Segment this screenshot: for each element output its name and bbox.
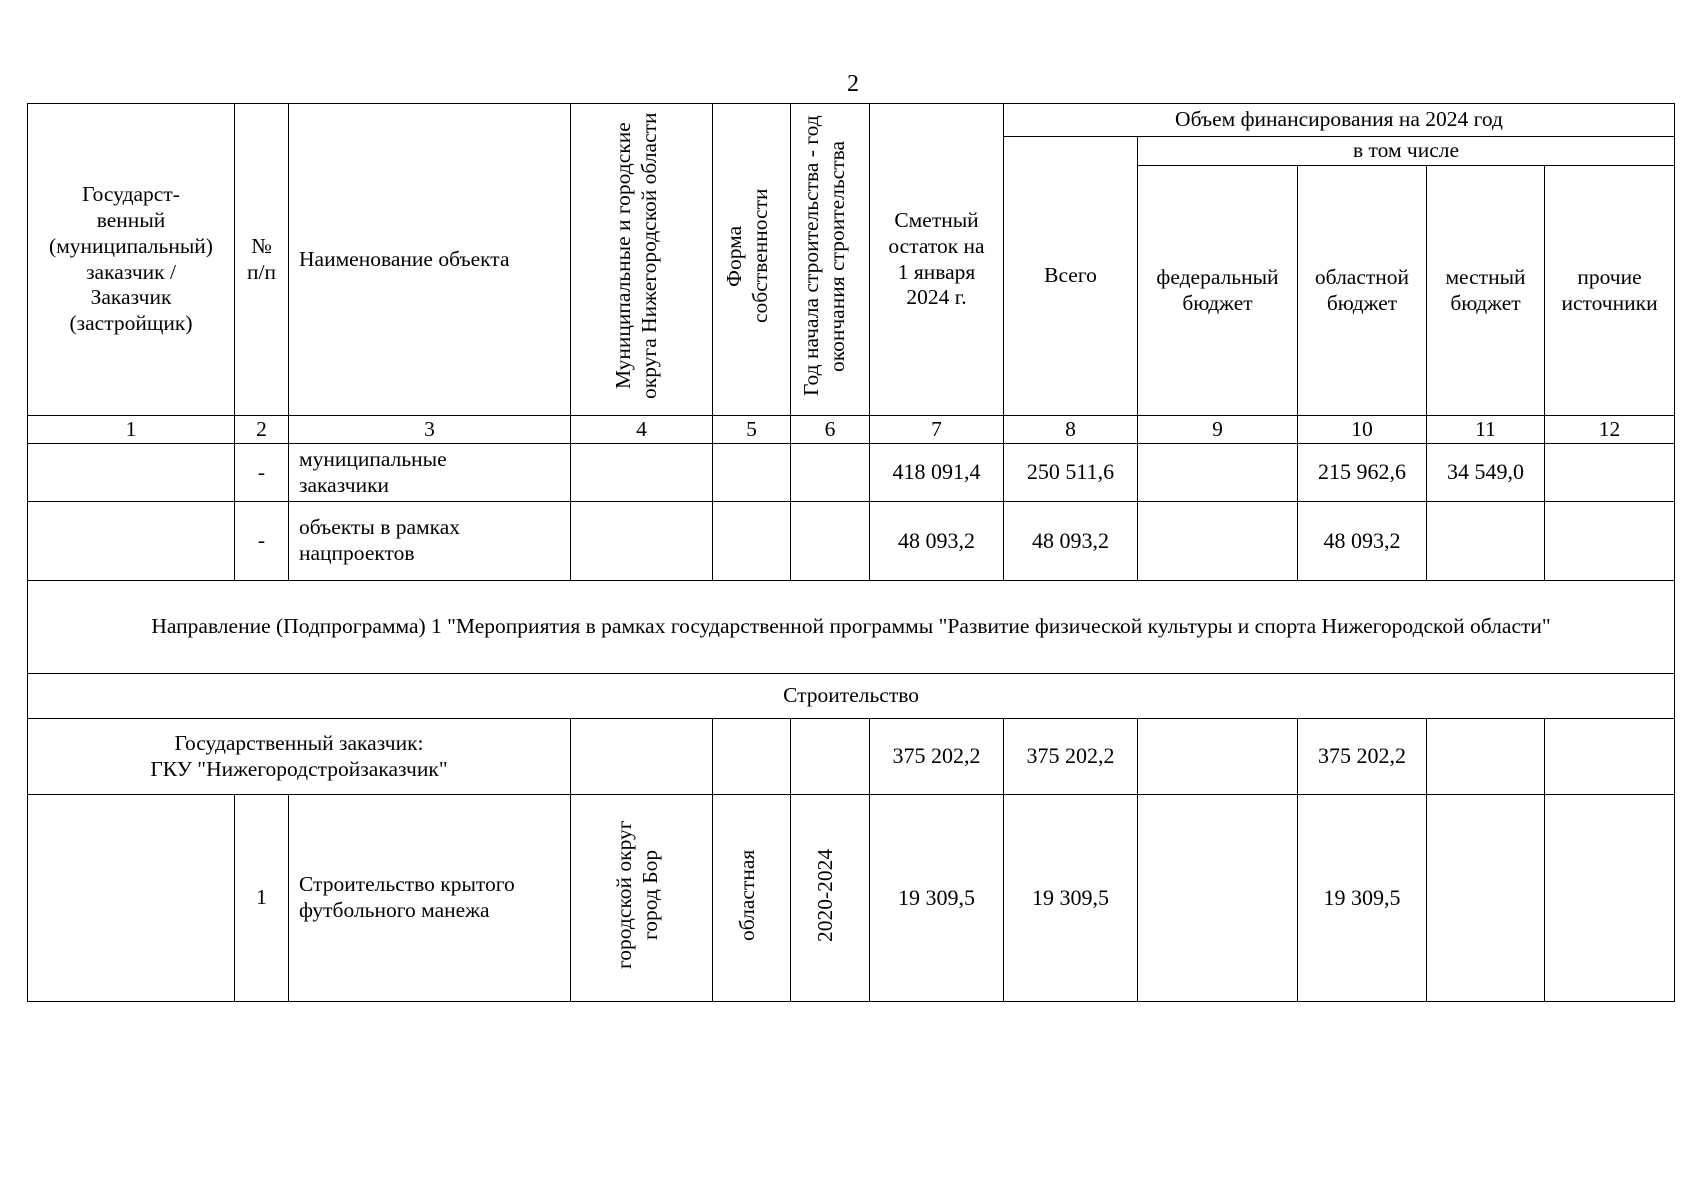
row-name [289,795,571,1002]
row-local [1427,795,1545,1002]
header-years [791,104,870,416]
column-number: 4 [571,416,713,444]
header-other-text: прочие источники [1561,264,1658,315]
financing-table [27,103,1675,1002]
row-years [791,444,870,502]
project-municipality-text: городской округ город Бор [611,820,662,969]
header-ownership [713,104,791,416]
header-regional [1298,166,1427,416]
row-customer [28,444,235,502]
row-years [791,502,870,581]
header-customer [28,104,235,416]
project-row [28,795,1675,1002]
row-total: 19 309,5 [1004,795,1138,1002]
direction-title: Направление (Подпрограмма) 1 "Мероприятия в рамках государственной программы "Развитие физической культуры и спорта Нижегородской области" [28,581,1675,674]
header-federal-text: федеральный бюджет [1156,264,1279,315]
header-municipalities-text: Муниципальные и городские округа Нижегородской области [610,112,661,400]
row-local [1427,502,1545,581]
row-regional: 19 309,5 [1298,795,1427,1002]
row-regional: 215 962,6 [1298,444,1427,502]
column-number: 10 [1298,416,1427,444]
column-number: 6 [791,416,870,444]
row-name [289,444,571,502]
row-name-text: муниципальные заказчики [299,446,447,497]
column-number: 12 [1545,416,1675,444]
column-number: 2 [235,416,289,444]
section-title: Строительство [28,674,1675,719]
row-years [791,719,870,795]
direction-row [28,581,1675,674]
column-number: 5 [713,416,791,444]
row-federal [1138,719,1298,795]
row-other [1545,719,1675,795]
row-regional: 48 093,2 [1298,502,1427,581]
row-ownership [713,719,791,795]
header-other [1545,166,1675,416]
project-years-text: 2020-2024 [813,848,837,942]
state-customer-label-text: Государственный заказчик: ГКУ "Нижегородстройзаказчик" [150,730,448,781]
project-ownership-text: областная [734,848,759,941]
header-index [235,104,289,416]
row-index: - [235,444,289,502]
row-name-text: объекты в рамках нацпроектов [299,515,461,565]
row-other [1545,795,1675,1002]
row-ownership [713,795,791,1002]
row-municipality [571,502,713,581]
row-customer [28,502,235,581]
row-local: 34 549,0 [1427,444,1545,502]
header-ownership-text: Форма собственности [721,188,772,324]
row-other [1545,502,1675,581]
row-local [1427,719,1545,795]
table-row [28,502,1675,581]
row-total: 375 202,2 [1004,719,1138,795]
row-name [289,502,571,581]
row-federal [1138,795,1298,1002]
row-total: 250 511,6 [1004,444,1138,502]
row-index: 1 [235,795,289,1002]
header-federal [1138,166,1298,416]
row-federal [1138,444,1298,502]
column-number: 3 [289,416,571,444]
header-years-text: Год начала строительства - год окончания строительства [799,115,849,397]
row-other [1545,444,1675,502]
header-local-text: местный бюджет [1445,264,1526,315]
row-ownership [713,502,791,581]
row-municipality [571,444,713,502]
header-local [1427,166,1545,416]
row-estimate: 375 202,2 [870,719,1004,795]
header-estimate [870,104,1004,416]
section-row [28,674,1675,719]
column-number: 7 [870,416,1004,444]
column-number: 1 [28,416,235,444]
row-federal [1138,502,1298,581]
page-number: 2 [847,71,859,97]
column-number: 11 [1427,416,1545,444]
row-name-text: Строительство крытого футбольного манежа [299,872,515,922]
header-including: в том числе [1138,137,1675,166]
header-index-text: № п/п [247,233,276,284]
row-total: 48 093,2 [1004,502,1138,581]
row-customer [28,795,235,1002]
row-estimate: 48 093,2 [870,502,1004,581]
row-estimate: 418 091,4 [870,444,1004,502]
header-object-name: Наименование объекта [289,104,571,416]
row-municipality [571,719,713,795]
header-total: Всего [1004,137,1138,416]
column-numbers-row [28,416,1675,444]
header-estimate-text: Сметный остаток на 1 января 2024 г. [888,207,985,310]
row-regional: 375 202,2 [1298,719,1427,795]
row-index: - [235,502,289,581]
header-row [28,104,1675,137]
header-funding-title: Объем финансирования на 2024 год [1004,104,1675,137]
header-regional-text: областной бюджет [1314,264,1410,315]
row-municipality [571,795,713,1002]
column-number: 9 [1138,416,1298,444]
table-row [28,444,1675,502]
header-municipalities [571,104,713,416]
header-customer-text: Государст- венный (муниципальный) заказчик / Заказчик (застройщик) [49,182,213,336]
row-estimate: 19 309,5 [870,795,1004,1002]
row-ownership [713,444,791,502]
state-customer-label [28,719,571,795]
state-customer-row [28,719,1675,795]
row-years [791,795,870,1002]
column-number: 8 [1004,416,1138,444]
